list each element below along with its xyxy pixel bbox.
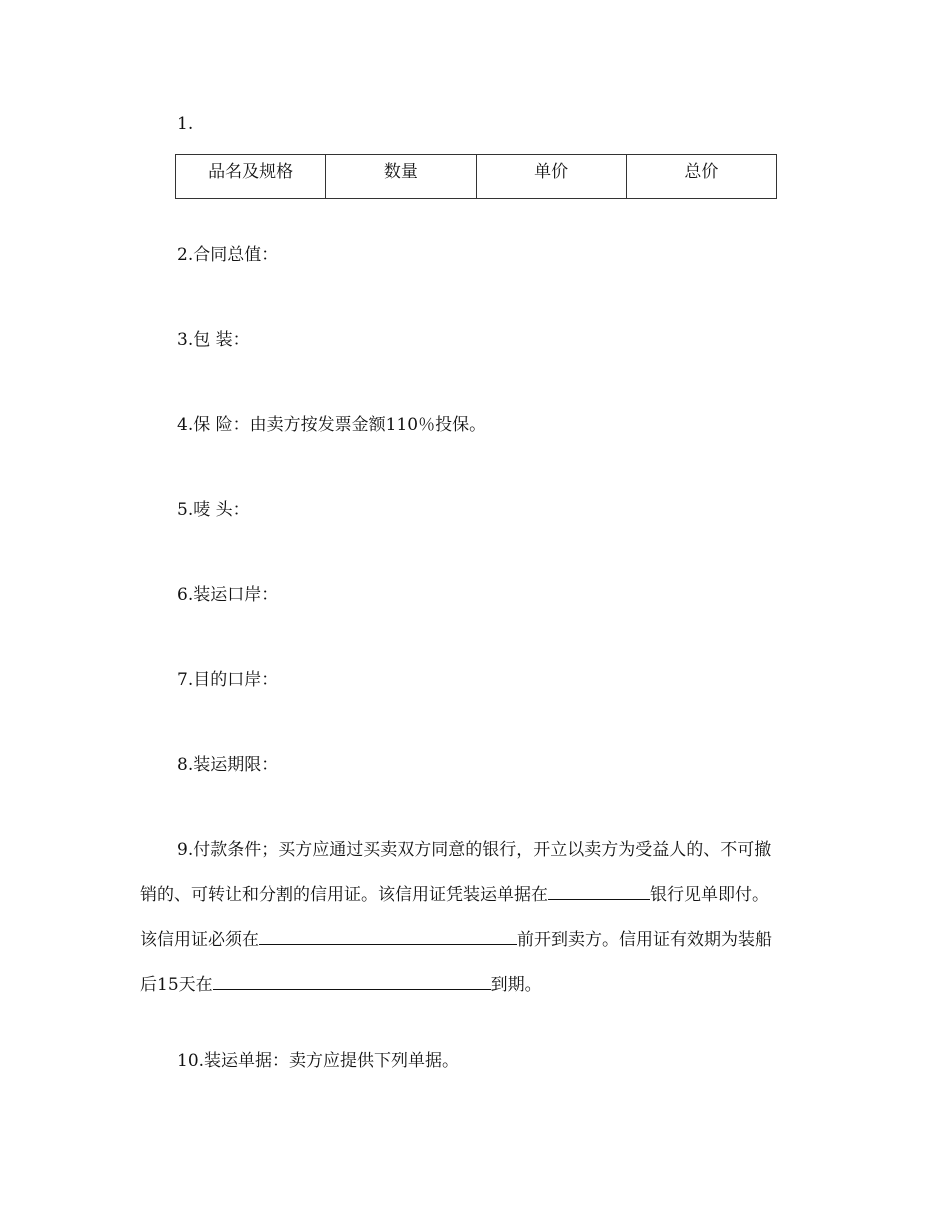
- clause-destination-port: 7.目的口岸：: [177, 670, 279, 690]
- header-total-price: 总价: [626, 155, 776, 199]
- item-number: 1.: [177, 114, 194, 134]
- clause-shipping-documents: 10.装运单据：卖方应提供下列单据。: [177, 1051, 460, 1071]
- payment-line-2: 销的、可转让和分割的信用证。该信用证凭装运单据在 银行见单即付。: [140, 873, 820, 918]
- payment-line-3: 该信用证必须在 前开到卖方。信用证有效期为装船: [140, 918, 820, 963]
- clause-contract-value: 2.合同总值：: [177, 245, 279, 265]
- table-header-row: [176, 155, 777, 199]
- header-unit-price: 单价: [476, 155, 626, 199]
- header-quantity: 数量: [326, 155, 476, 199]
- open-date-blank[interactable]: [259, 926, 517, 945]
- clause-payment-terms: [140, 828, 820, 1008]
- goods-spec-table: [175, 154, 777, 199]
- clause-loading-port: 6.装运口岸：: [177, 585, 279, 605]
- payment-line-1: 9.付款条件；买方应通过买卖双方同意的银行，开立以卖方为受益人的、不可撤: [177, 840, 772, 860]
- payment-line-4: 后15天在 到期。: [140, 963, 820, 1008]
- bank-blank[interactable]: [548, 881, 650, 900]
- clause-shipment-period: 8.装运期限：: [177, 755, 279, 775]
- expiry-place-blank[interactable]: [213, 971, 491, 990]
- clause-marks: 5.唛 头：: [177, 500, 250, 520]
- header-name-spec: 品名及规格: [176, 155, 326, 199]
- clause-packing: 3.包 装：: [177, 330, 250, 350]
- clause-insurance: 4.保 险：由卖方按发票金额110％投保。: [177, 415, 487, 435]
